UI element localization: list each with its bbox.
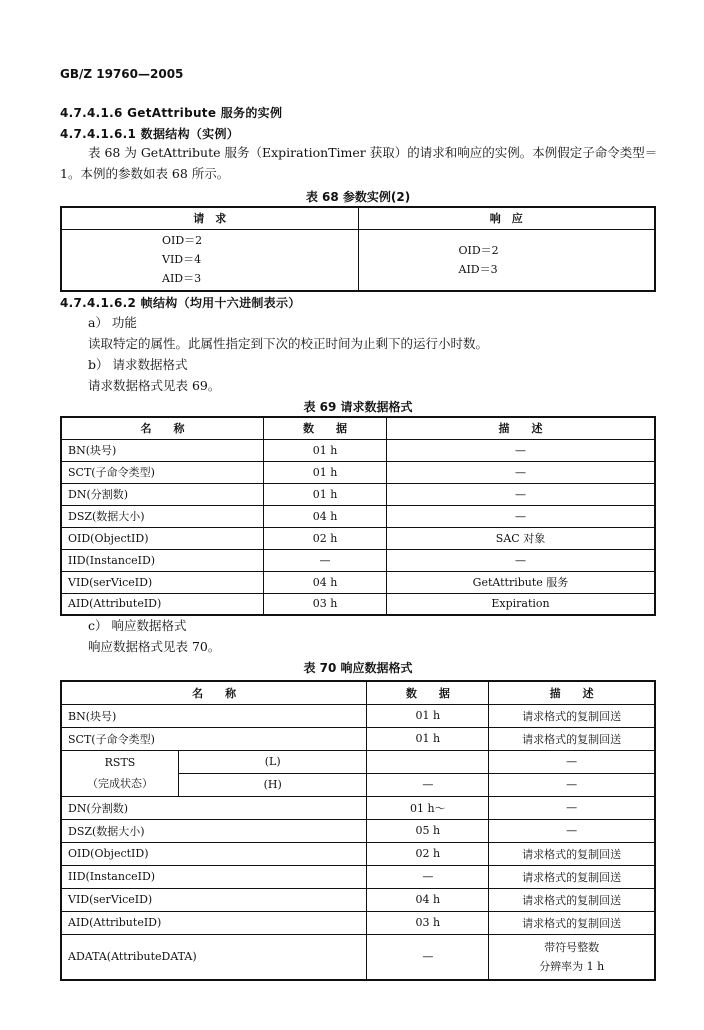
cell-data: 01 h～ (367, 796, 489, 819)
cell-name: VID(serViceID) (61, 888, 367, 911)
response-param: OID＝2 (458, 243, 499, 257)
cell-desc: — (387, 439, 656, 461)
cell-desc: — (489, 773, 655, 796)
cell-desc: SAC 对象 (387, 527, 656, 549)
section-title-4-7-4-1-6-1: 4.7.4.1.6.1 数据结构（实例） (60, 127, 240, 141)
cell-data: 01 h (264, 439, 387, 461)
cell-desc: 请求格式的复制回送 (489, 704, 655, 727)
adata-desc-line: 带符号整数 (544, 940, 600, 954)
cell-desc: — (387, 505, 656, 527)
table-row (61, 461, 655, 483)
cell-name: ADATA(AttributeDATA) (61, 934, 367, 980)
cell-name: BN(块号) (61, 439, 264, 461)
table-row (61, 483, 655, 505)
cell-name: OID(ObjectID) (61, 527, 264, 549)
cell-name: DN(分割数) (61, 483, 264, 505)
document-id: GB/Z 19760—2005 (60, 67, 184, 81)
item-a-text: 读取特定的属性。此属性指定到下次的校正时间为止剩下的运行小时数。 (88, 336, 489, 351)
cell-desc: — (387, 461, 656, 483)
section-title-4-7-4-1-6-2: 4.7.4.1.6.2 帧结构（均用十六进制表示） (60, 296, 301, 310)
rsts-name: RSTS (104, 756, 136, 769)
request-param: AID＝3 (162, 272, 202, 286)
cell-name: VID(serViceID) (61, 571, 264, 593)
cell-data (367, 750, 489, 773)
table-header: 数 据 (264, 417, 387, 439)
cell-data: — (367, 773, 489, 796)
cell-data: 04 h (264, 505, 387, 527)
table-row-rsts-l (61, 750, 655, 773)
paragraph-line: 1。本例的参数如表 68 所示。 (60, 166, 230, 181)
cell-rsts-l: (L) (179, 750, 367, 773)
cell-desc: GetAttribute 服务 (387, 571, 656, 593)
cell-data: 03 h (367, 911, 489, 934)
table-row (61, 439, 655, 461)
cell-name: DN(分割数) (61, 796, 367, 819)
table-header: 名 称 (61, 681, 367, 704)
cell-desc (489, 934, 655, 980)
table-69-caption: 表 69 请求数据格式 (303, 400, 413, 414)
table-row (61, 796, 655, 819)
cell-name: DSZ(数据大小) (61, 819, 367, 842)
table-header: 响 应 (358, 207, 655, 229)
table-69 (60, 416, 656, 616)
table-row (61, 819, 655, 842)
table-70 (60, 680, 656, 981)
table-header: 数 据 (367, 681, 489, 704)
cell-name: SCT(子命令类型) (61, 727, 367, 750)
cell-desc: 请求格式的复制回送 (489, 911, 655, 934)
item-c-label: c） 响应数据格式 (88, 618, 187, 633)
table-68-caption: 表 68 参数实例(2) (305, 190, 411, 204)
item-b-text: 请求数据格式见表 69。 (88, 378, 221, 393)
cell-data: — (264, 549, 387, 571)
table-row (61, 727, 655, 750)
cell-desc: — (489, 796, 655, 819)
cell-name: OID(ObjectID) (61, 842, 367, 865)
cell-data: 01 h (264, 483, 387, 505)
item-a-label: a） 功能 (88, 315, 137, 330)
cell-desc: 请求格式的复制回送 (489, 842, 655, 865)
cell-name: SCT(子命令类型) (61, 461, 264, 483)
table-70-caption: 表 70 响应数据格式 (303, 661, 413, 675)
table-row (61, 505, 655, 527)
cell-data: — (367, 934, 489, 980)
cell-data: 02 h (264, 527, 387, 549)
item-b-label: b） 请求数据格式 (88, 357, 188, 372)
cell-data: 05 h (367, 819, 489, 842)
cell-desc: 请求格式的复制回送 (489, 727, 655, 750)
table-cell-response (358, 229, 655, 291)
item-c-text: 响应数据格式见表 70。 (88, 639, 221, 654)
table-row-adata (61, 934, 655, 980)
cell-name: AID(AttributeID) (61, 593, 264, 615)
cell-desc: — (387, 549, 656, 571)
table-row (61, 593, 655, 615)
table-row (61, 704, 655, 727)
table-68 (60, 206, 656, 292)
cell-rsts-h: (H) (179, 773, 367, 796)
cell-desc: — (387, 483, 656, 505)
table-header: 描 述 (489, 681, 655, 704)
cell-desc: — (489, 750, 655, 773)
cell-desc: 请求格式的复制回送 (489, 888, 655, 911)
cell-data: 04 h (367, 888, 489, 911)
table-header: 请 求 (61, 207, 358, 229)
cell-data: 03 h (264, 593, 387, 615)
cell-data: 01 h (367, 704, 489, 727)
cell-data: 04 h (264, 571, 387, 593)
cell-name: BN(块号) (61, 704, 367, 727)
cell-name: IID(InstanceID) (61, 549, 264, 571)
table-row (61, 842, 655, 865)
request-param: OID＝2 (162, 234, 203, 248)
table-row (61, 911, 655, 934)
cell-desc: Expiration (387, 593, 656, 615)
cell-data: 02 h (367, 842, 489, 865)
cell-name: IID(InstanceID) (61, 865, 367, 888)
cell-data: 01 h (264, 461, 387, 483)
cell-desc: — (489, 819, 655, 842)
table-row (61, 888, 655, 911)
cell-desc: 请求格式的复制回送 (489, 865, 655, 888)
rsts-subname: （完成状态） (87, 777, 153, 790)
table-row (61, 571, 655, 593)
cell-name: DSZ(数据大小) (61, 505, 264, 527)
cell-name: AID(AttributeID) (61, 911, 367, 934)
section-title-4-7-4-1-6: 4.7.4.1.6 GetAttribute 服务的实例 (60, 106, 283, 120)
table-row (61, 865, 655, 888)
cell-data: — (367, 865, 489, 888)
cell-data: 01 h (367, 727, 489, 750)
response-param: AID＝3 (458, 262, 498, 276)
table-header: 描 述 (387, 417, 656, 439)
cell-name-rsts (61, 750, 179, 796)
table-row (61, 549, 655, 571)
table-row (61, 527, 655, 549)
table-cell-request (61, 229, 358, 291)
adata-desc-line: 分辨率为 1 h (539, 959, 605, 973)
table-header: 名 称 (61, 417, 264, 439)
request-param: VID＝4 (162, 253, 202, 267)
paragraph-line: 表 68 为 GetAttribute 服务（ExpirationTimer 获取）的请求和响应的实例。本例假定子命令类型＝ (88, 145, 658, 160)
